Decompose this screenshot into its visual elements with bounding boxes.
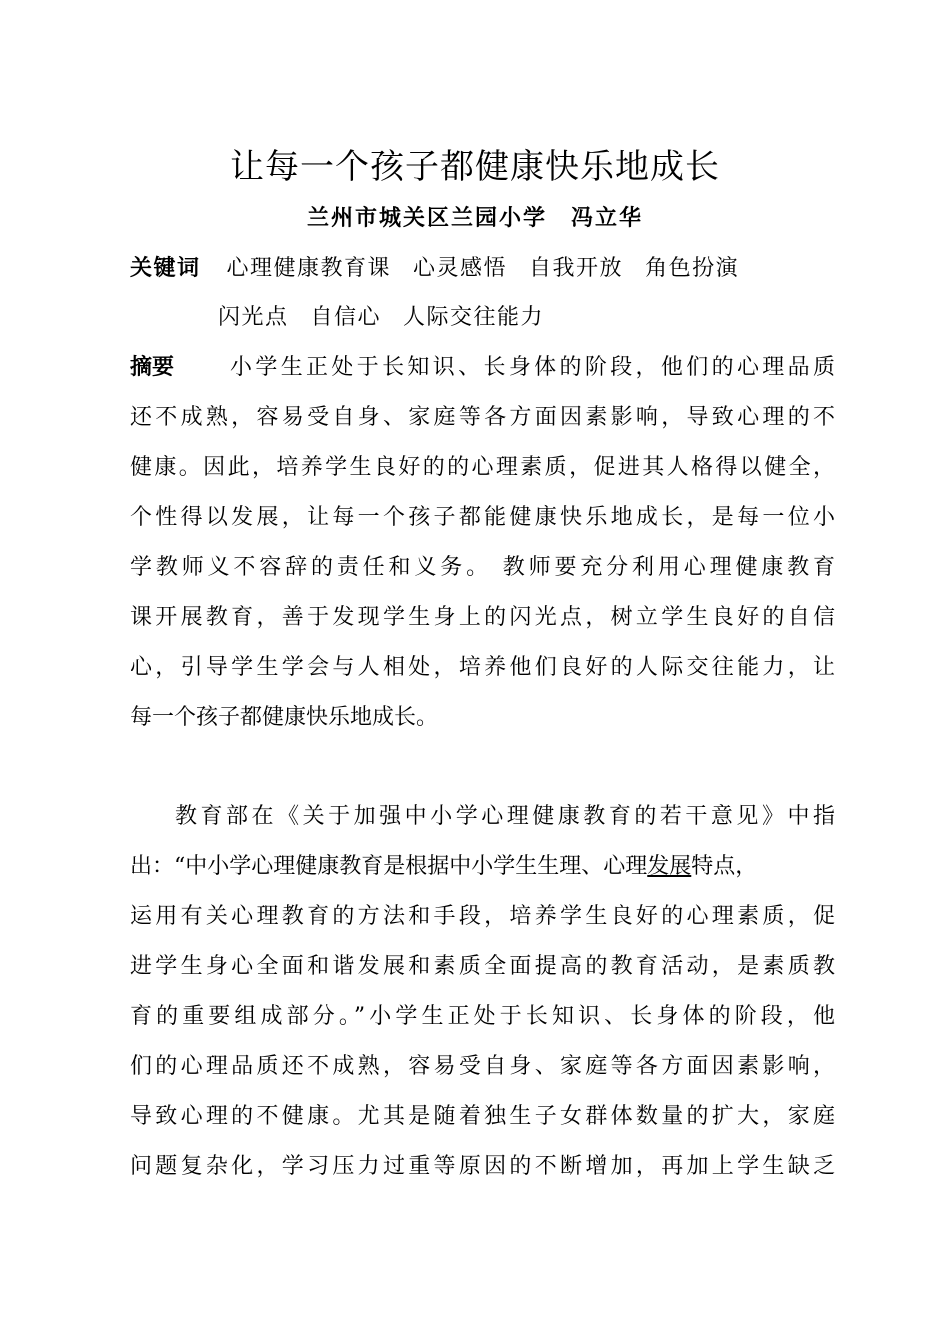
abstract-line: 学教师义不容辞的责任和义务。 教师要充分利用心理健康教育 [130, 555, 835, 580]
abstract-line: 小学生正处于长知识、长身体的阶段，他们的心理品质 [230, 355, 835, 380]
abstract-line: 还不成熟，容易受自身、家庭等各方面因素影响，导致心理的不 [130, 405, 835, 430]
author-line: 兰州市城关区兰园小学 冯立华 [306, 205, 643, 231]
keywords-row-1 [130, 251, 761, 287]
keyword: 心灵感悟 [413, 256, 508, 281]
keyword: 自信心 [310, 305, 382, 330]
keyword: 自我开放 [529, 256, 624, 281]
keyword: 闪光点 [218, 305, 289, 330]
keyword: 人际交往能力 [403, 305, 545, 330]
abstract-line: 每一个孩子都健康快乐地成长。 [130, 705, 439, 730]
body-line: 育的重要组成部分。”小学生正处于长知识、长身体的阶段，他 [130, 1004, 835, 1029]
abstract-label: 摘要 [130, 355, 175, 380]
keyword: 角色扮演 [645, 256, 740, 281]
abstract-line: 健康。因此，培养学生良好的的心理素质，促进其人格得以健全， [130, 455, 835, 480]
body-line: 问题复杂化，学习压力过重等原因的不断增加，再加上学生缺乏 [130, 1154, 835, 1179]
keywords-label: 关键词 [130, 256, 201, 281]
body-line: 们的心理品质还不成熟，容易受自身、家庭等各方面因素影响， [130, 1054, 835, 1079]
keyword: 心理健康教育课 [226, 256, 392, 281]
body-line: 教育部在《关于加强中小学心理健康教育的若干意见》中指 [175, 804, 835, 829]
abstract-line: 心，引导学生学会与人相处，培养他们良好的人际交往能力，让 [130, 655, 835, 680]
body-line [130, 849, 845, 885]
body-line: 进学生身心全面和谐发展和素质全面提高的教育活动，是素质教 [130, 954, 835, 979]
abstract-line: 个性得以发展，让每一个孩子都能健康快乐地成长，是每一位小 [130, 505, 835, 530]
body-line: 运用有关心理教育的方法和手段，培养学生良好的心理素质，促 [130, 904, 835, 929]
body-text: 特点， [691, 854, 758, 879]
underlined-term: 发展 [647, 854, 692, 879]
body-text: 出：“中小学心理健康教育是根据中小学生生理、心理 [130, 854, 648, 879]
abstract-line: 课开展教育，善于发现学生身上的闪光点，树立学生良好的自信 [130, 605, 835, 630]
keywords-row-2 [218, 300, 566, 336]
document-title: 让每一个孩子都健康快乐地成长 [230, 147, 720, 187]
body-line: 导致心理的不健康。尤其是随着独生子女群体数量的扩大，家庭 [130, 1104, 835, 1129]
